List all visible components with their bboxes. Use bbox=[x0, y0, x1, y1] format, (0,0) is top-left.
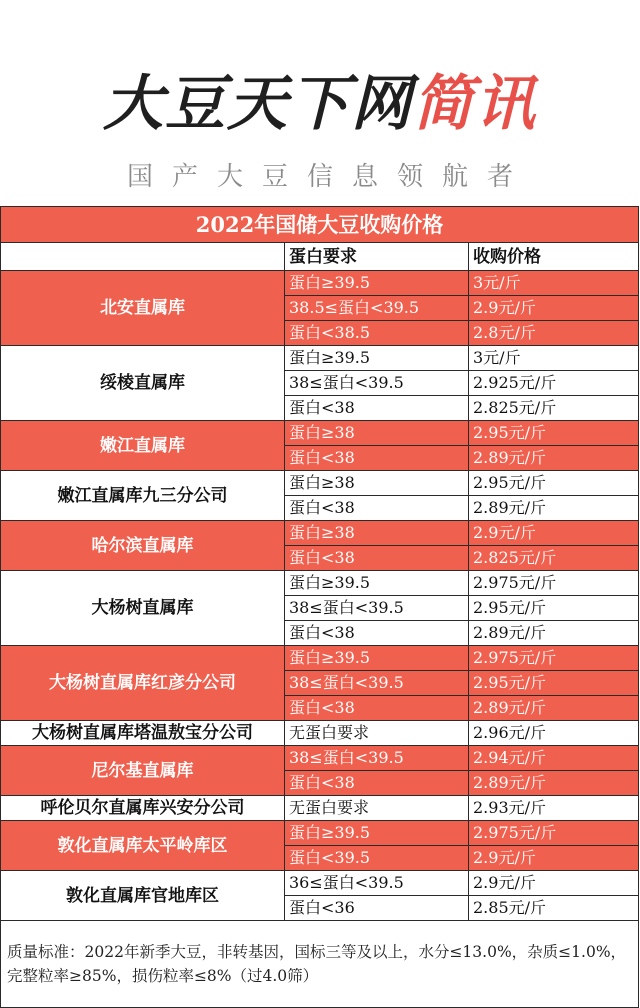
protein-requirement: 蛋白≥39.5 bbox=[285, 571, 469, 596]
table-row bbox=[1, 271, 639, 296]
protein-requirement: 蛋白<38 bbox=[285, 446, 469, 471]
protein-requirement: 蛋白≥38 bbox=[285, 521, 469, 546]
protein-requirement: 38.5≤蛋白<39.5 bbox=[285, 296, 469, 321]
protein-requirement: 蛋白<38 bbox=[285, 496, 469, 521]
purchase-price: 2.9元/斤 bbox=[469, 296, 639, 321]
table-row bbox=[1, 346, 639, 371]
purchase-price: 2.825元/斤 bbox=[469, 396, 639, 421]
header-depot-cell bbox=[1, 243, 285, 271]
protein-requirement: 蛋白≥39.5 bbox=[285, 271, 469, 296]
purchase-price: 2.975元/斤 bbox=[469, 571, 639, 596]
logo-main-text: 大豆天下网 bbox=[103, 69, 413, 139]
purchase-price: 2.93元/斤 bbox=[469, 796, 639, 821]
purchase-price: 2.975元/斤 bbox=[469, 646, 639, 671]
protein-requirement: 蛋白<38 bbox=[285, 621, 469, 646]
price-table-container bbox=[0, 206, 640, 1008]
depot-name: 敦化直属库太平岭库区 bbox=[1, 821, 285, 871]
purchase-price: 2.9元/斤 bbox=[469, 846, 639, 871]
depot-name: 敦化直属库官地库区 bbox=[1, 871, 285, 921]
purchase-price: 2.825元/斤 bbox=[469, 546, 639, 571]
protein-requirement: 38≤蛋白<39.5 bbox=[285, 371, 469, 396]
header-price: 收购价格 bbox=[469, 243, 639, 271]
header-protein: 蛋白要求 bbox=[285, 243, 469, 271]
protein-requirement: 蛋白<38.5 bbox=[285, 321, 469, 346]
protein-requirement: 蛋白≥39.5 bbox=[285, 646, 469, 671]
quality-standard-note: 质量标准：2022年新季大豆，非转基因，国标三等及以上，水分≤13.0%，杂质≤1.0%，完整粒率≥85%，损伤粒率≤8%（过4.0筛） bbox=[1, 921, 639, 1008]
slogan: 国产大豆信息领航者 bbox=[126, 162, 532, 192]
purchase-price: 3元/斤 bbox=[469, 271, 639, 296]
protein-requirement: 蛋白≥38 bbox=[285, 421, 469, 446]
protein-requirement: 蛋白<38 bbox=[285, 696, 469, 721]
depot-name: 绥棱直属库 bbox=[1, 346, 285, 421]
table-row bbox=[1, 571, 639, 596]
purchase-price: 2.95元/斤 bbox=[469, 671, 639, 696]
purchase-price: 2.89元/斤 bbox=[469, 446, 639, 471]
protein-requirement: 蛋白≥38 bbox=[285, 471, 469, 496]
depot-name: 大杨树直属库塔温敖宝分公司 bbox=[1, 721, 285, 746]
price-table bbox=[0, 206, 639, 1008]
depot-name: 北安直属库 bbox=[1, 271, 285, 346]
protein-requirement: 38≤蛋白<39.5 bbox=[285, 746, 469, 771]
depot-name: 大杨树直属库红彦分公司 bbox=[1, 646, 285, 721]
purchase-price: 2.96元/斤 bbox=[469, 721, 639, 746]
depot-name: 大杨树直属库 bbox=[1, 571, 285, 646]
depot-name: 呼伦贝尔直属库兴安分公司 bbox=[1, 796, 285, 821]
depot-name: 嫩江直属库 bbox=[1, 421, 285, 471]
protein-requirement: 38≤蛋白<39.5 bbox=[285, 596, 469, 621]
protein-requirement: 蛋白<39.5 bbox=[285, 846, 469, 871]
purchase-price: 2.95元/斤 bbox=[469, 471, 639, 496]
depot-name: 尼尔基直属库 bbox=[1, 746, 285, 796]
protein-requirement: 蛋白<38 bbox=[285, 771, 469, 796]
table-row bbox=[1, 471, 639, 496]
depot-name: 哈尔滨直属库 bbox=[1, 521, 285, 571]
protein-requirement: 38≤蛋白<39.5 bbox=[285, 671, 469, 696]
table-row bbox=[1, 521, 639, 546]
table-row bbox=[1, 796, 639, 821]
protein-requirement: 蛋白<36 bbox=[285, 896, 469, 921]
protein-requirement: 蛋白<38 bbox=[285, 546, 469, 571]
purchase-price: 2.9元/斤 bbox=[469, 521, 639, 546]
table-row bbox=[1, 721, 639, 746]
purchase-price: 2.9元/斤 bbox=[469, 871, 639, 896]
purchase-price: 2.925元/斤 bbox=[469, 371, 639, 396]
purchase-price: 2.89元/斤 bbox=[469, 621, 639, 646]
purchase-price: 2.975元/斤 bbox=[469, 821, 639, 846]
purchase-price: 2.95元/斤 bbox=[469, 596, 639, 621]
protein-requirement: 36≤蛋白<39.5 bbox=[285, 871, 469, 896]
site-logo bbox=[0, 66, 640, 142]
purchase-price: 2.89元/斤 bbox=[469, 696, 639, 721]
protein-requirement: 无蛋白要求 bbox=[285, 796, 469, 821]
purchase-price: 2.8元/斤 bbox=[469, 321, 639, 346]
purchase-price: 2.95元/斤 bbox=[469, 421, 639, 446]
purchase-price: 3元/斤 bbox=[469, 346, 639, 371]
table-row bbox=[1, 821, 639, 846]
table-row bbox=[1, 646, 639, 671]
table-row bbox=[1, 871, 639, 896]
table-title: 2022年国储大豆收购价格 bbox=[1, 207, 639, 243]
table-row bbox=[1, 746, 639, 771]
footer-row bbox=[1, 921, 639, 1008]
protein-requirement: 蛋白≥39.5 bbox=[285, 821, 469, 846]
table-row bbox=[1, 421, 639, 446]
protein-requirement: 蛋白<38 bbox=[285, 396, 469, 421]
table-header-row bbox=[1, 243, 639, 271]
protein-requirement: 无蛋白要求 bbox=[285, 721, 469, 746]
purchase-price: 2.89元/斤 bbox=[469, 496, 639, 521]
purchase-price: 2.85元/斤 bbox=[469, 896, 639, 921]
header-banner bbox=[0, 0, 640, 206]
purchase-price: 2.94元/斤 bbox=[469, 746, 639, 771]
purchase-price: 2.89元/斤 bbox=[469, 771, 639, 796]
logo-accent-text: 简讯 bbox=[413, 69, 537, 139]
depot-name: 嫩江直属库九三分公司 bbox=[1, 471, 285, 521]
protein-requirement: 蛋白≥39.5 bbox=[285, 346, 469, 371]
